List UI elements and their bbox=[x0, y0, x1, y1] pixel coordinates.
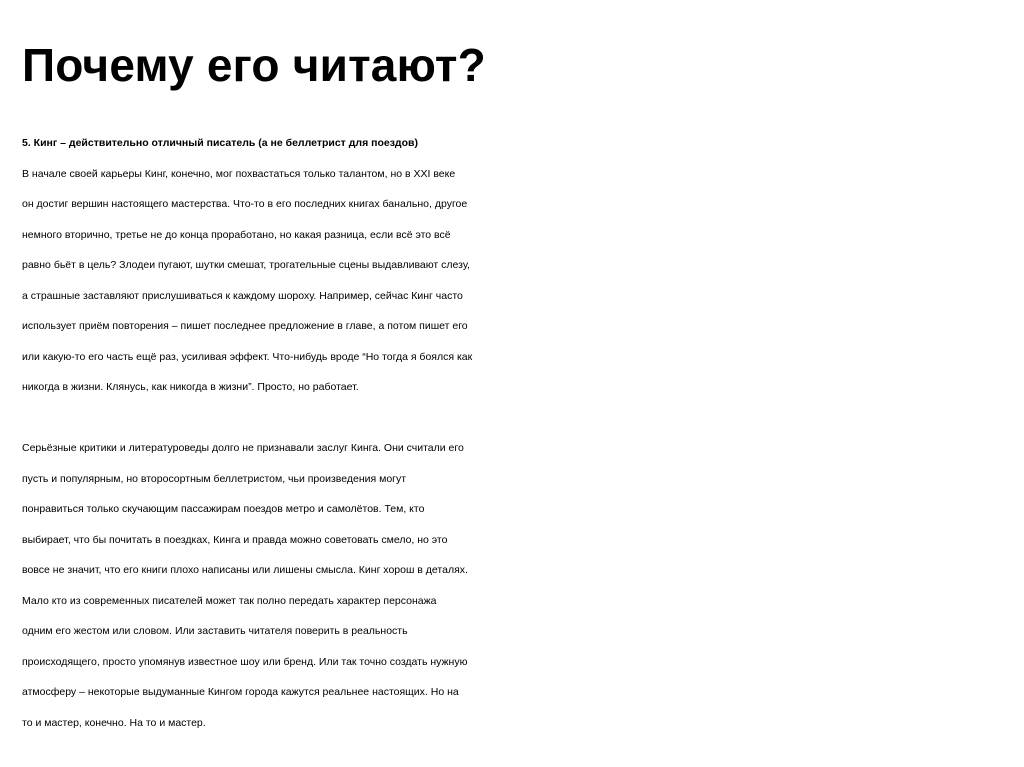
paragraph-1 bbox=[22, 159, 1022, 403]
slide-body bbox=[22, 128, 1022, 738]
text-line: или какую-то его часть ещё раз, усиливая эффект. Что-нибудь вроде “Но тогда я боялся как bbox=[22, 350, 473, 363]
text-line: пусть и популярным, но второсортным беллетристом, чьи произведения могут bbox=[22, 472, 407, 485]
text-line: использует приём повторения – пишет последнее предложение в главе, а потом пишет его bbox=[22, 320, 468, 332]
section-heading: 5. Кинг – действительно отличный писатель (а не беллетрист для поездов) bbox=[22, 137, 418, 149]
text-line: Серьёзные критики и литературоведы долго не признавали заслуг Кинга. Они считали его bbox=[22, 442, 464, 454]
text-line: Мало кто из современных писателей может так полно передать характер персонажа bbox=[22, 594, 437, 607]
text-line: он достиг вершин настоящего мастерства. Что-то в его последних книгах банально, другое bbox=[22, 198, 468, 210]
text-line: выбирает, что бы почитать в поездках, Кинга и правда можно советовать смело, но это bbox=[22, 533, 448, 546]
text-line: атмосферу – некоторые выдуманные Кингом города кажутся реальнее настоящих. Но на bbox=[22, 686, 459, 698]
text-line: никогда в жизни. Клянусь, как никогда в жизни”. Просто, но работает. bbox=[22, 381, 359, 393]
text-line: происходящего, просто упомянув известное шоу или бренд. Или так точно создать нужную bbox=[22, 655, 468, 668]
text-line: вовсе не значит, что его книги плохо написаны или лишены смысла. Кинг хорош в деталях. bbox=[22, 564, 468, 576]
text-line: В начале своей карьеры Кинг, конечно, мог похвастаться только талантом, но в XXI веке bbox=[22, 167, 456, 180]
text-line: понравиться только скучающим пассажирам поездов метро и самолётов. Тем, кто bbox=[22, 503, 425, 515]
text-line: то и мастер, конечно. На то и мастер. bbox=[22, 716, 206, 729]
paragraph-2 bbox=[22, 433, 1022, 738]
text-line: равно бьёт в цель? Злодеи пугают, шутки смешат, трогательные сцены выдавливают слезу, bbox=[22, 259, 470, 271]
text-line: а страшные заставляют прислушиваться к каждому шороху. Например, сейчас Кинг часто bbox=[22, 289, 463, 302]
page-title: Почему его читают? bbox=[22, 39, 486, 91]
paragraph-spacer bbox=[22, 403, 1022, 434]
text-line: одним его жестом или словом. Или заставить читателя поверить в реальность bbox=[22, 625, 408, 637]
text-line: немного вторично, третье не до конца проработано, но какая разница, если всё это всё bbox=[22, 228, 451, 241]
